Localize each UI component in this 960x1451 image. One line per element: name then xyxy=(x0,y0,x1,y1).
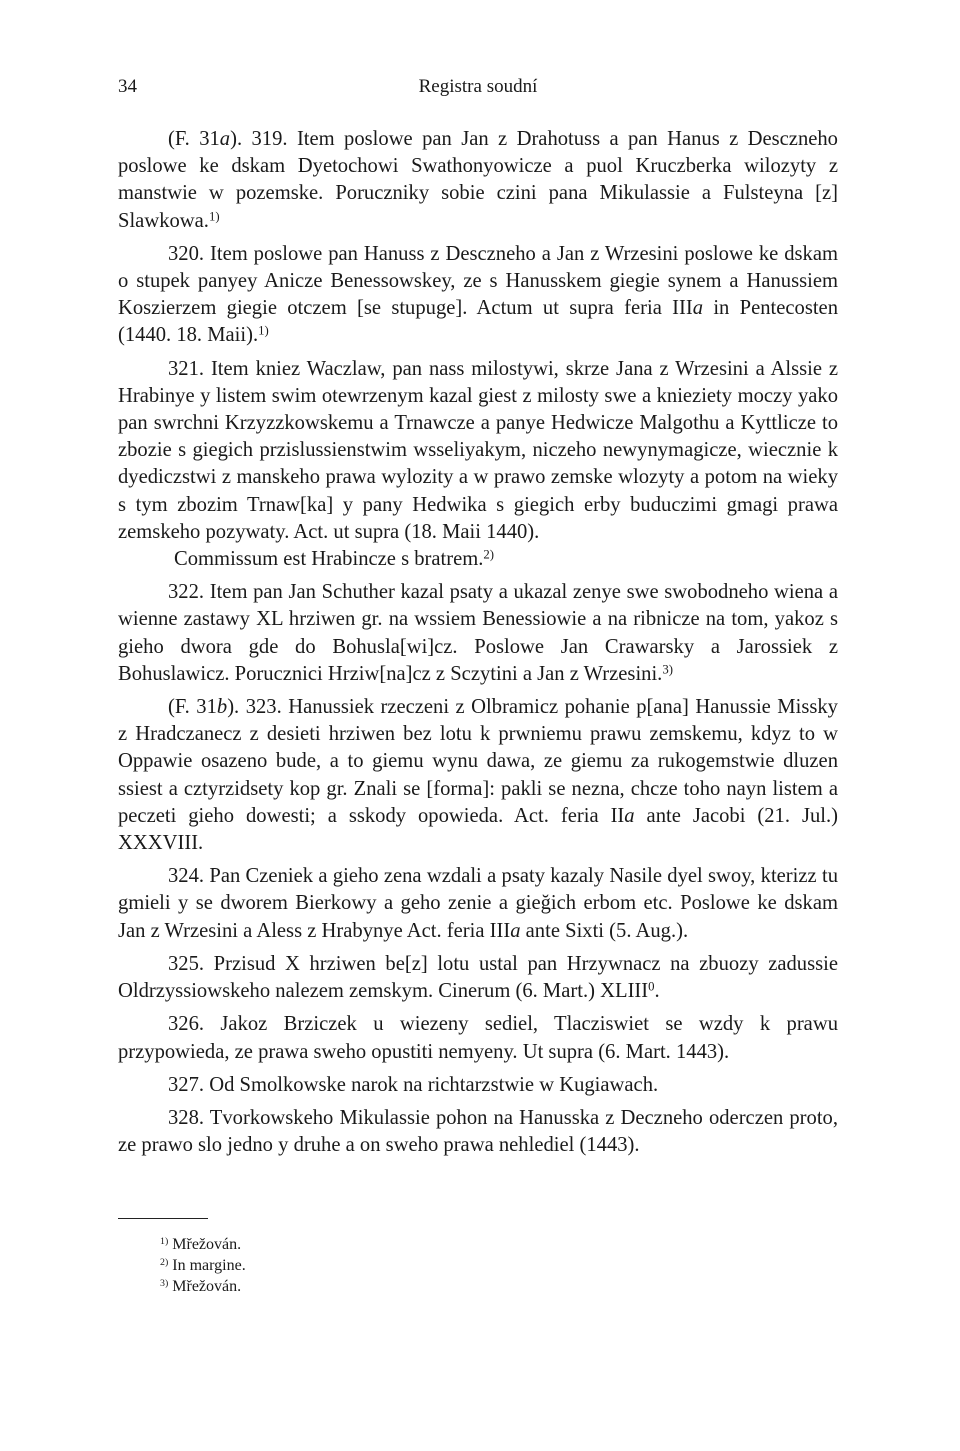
entry-text: Pan Czeniek a gieho zena wzdali a psaty kazaly Nasile dyel swoy, kterizz tu gmieli y se dworem Bierkowy a geho zenie a gieğich erbom etc. Poslowe ke dskam Jan z Wrzesini a Aless z Hrabynye Act. feria III xyxy=(118,865,838,942)
footnote-reference xyxy=(209,209,220,223)
footnote-mark: 1) xyxy=(208,209,220,224)
entry-italic: a xyxy=(692,297,704,320)
entry-paragraph xyxy=(118,863,838,945)
footnotes xyxy=(160,1234,246,1297)
footnote-number: 1) xyxy=(160,1236,169,1248)
entry-number: 326. xyxy=(168,1013,205,1036)
entry-number: 323. xyxy=(245,696,282,719)
footnote-mark: 1) xyxy=(258,324,269,339)
entry-italic: a xyxy=(510,919,521,942)
footnote-reference xyxy=(662,662,673,676)
entry-number: 328. xyxy=(168,1106,205,1129)
entry-superscript: 0 xyxy=(648,979,655,994)
document-body xyxy=(118,126,838,1165)
entry-italic: a xyxy=(624,804,635,827)
footnote-reference xyxy=(258,324,269,338)
entry-text: Jakoz Brziczek u wiezeny sediel, Tlacziswiet se wzdy k prawu przypowieda, ze prawa sweho opustiti nemyeny. Ut supra (6. Mart. 1443). xyxy=(118,1013,838,1063)
entry-text: Przisud X hrziwen be[z] lotu ustal pan Hrzywnacz na zbuozy zadussie Oldrzyssiowskeho nalezem zemskym. Cinerum (6. Mart.) XLIII xyxy=(118,952,838,1003)
folio-reference-end: ). xyxy=(230,128,243,150)
footnote xyxy=(160,1255,246,1276)
footnote-text: Mřežován. xyxy=(172,1278,242,1295)
entry-paragraph xyxy=(118,951,838,1005)
entry-text: Item pan Jan Schuther kazal psaty a ukazal zenye swe swobodneho wiena a wienne zastawy XL hrziwen gr. na wssiem Benessiowie a na ribnicze na tom, yakoz s gieho dwora gde do Bohusla[wi]cz. Poslowe Jan Crawarsky a Jarossiek z Bohuslawicz. Porucznici Hrziw[na]cz z Sczytini a Jan z Wrzesini. xyxy=(118,581,838,685)
entry-number: 325. xyxy=(168,952,205,975)
footnote xyxy=(160,1276,246,1297)
entry-text-end: in Pentecosten (1440. 18. Maii). xyxy=(118,297,838,347)
entry-text: Item poslowe pan Hanuss z Desczneho a Jan z Wrzesini poslowe ke dskam o stupek panyey Anicze Benessowskey, ze s Hanusskem giegie synem a Hanussiem Koszierzem giegie otczem [se stupuge]. Actum ut supra feria III xyxy=(118,242,839,320)
folio-side: b xyxy=(216,696,228,719)
folio-reference: (F. 31 xyxy=(168,696,217,719)
footnote xyxy=(160,1234,246,1255)
entry-paragraph xyxy=(118,1072,838,1099)
entry-number: 321. xyxy=(168,357,205,380)
entry-text-end: . xyxy=(654,980,660,1003)
folio-side: a xyxy=(219,128,231,150)
footnote-mark: 3) xyxy=(662,662,673,677)
entry-paragraph xyxy=(118,579,838,688)
entry-paragraph xyxy=(118,1011,838,1065)
folio-reference: (F. 31 xyxy=(168,128,220,150)
entry-text-end: ante Jacobi (21. Jul.) XXXVIII. xyxy=(118,804,838,855)
entry-text: Tvorkowskeho Mikulassie pohon na Hanusska z Deczneho oderczen proto, ze prawo slo jedno y druhe a on sweho prawa nehlediel (1443). xyxy=(118,1106,839,1157)
entry-text: Od Smolkowske narok na richtarzstwie w Kugiawach. xyxy=(209,1073,659,1096)
footnote-text: In margine. xyxy=(172,1257,246,1274)
entry-paragraph xyxy=(118,1105,838,1159)
footnote-reference xyxy=(483,548,494,562)
footnote-number: 3) xyxy=(160,1278,169,1290)
entry-paragraph xyxy=(118,546,838,573)
page-header xyxy=(118,76,838,102)
entry-paragraph xyxy=(118,694,838,857)
entry-paragraph xyxy=(118,356,838,546)
entry-number: 327. xyxy=(168,1073,205,1096)
entry-text-end: ante Sixti (5. Aug.). xyxy=(520,919,689,942)
footnote-number: 2) xyxy=(160,1257,169,1269)
footnote-rule xyxy=(118,1218,208,1219)
entry-text: Commissum est Hrabincze s bratrem. xyxy=(174,548,484,571)
entry-number: 320. xyxy=(168,242,205,265)
entry-text: Hanussiek rzeczeni z Olbramicz pohanie p[ana] Hanussie Missky z Hradczanecz z desieti hrziwen bez lotu k prwniemu prawu zemskemu, kdyz to w Oppawie osazeno bude, a to giemu wynu dawa, ze giemu za rukogemstwie dluzen ssiest a cztyrzidsety kop gr. Znali se [forma]: pakli se nezna, chcze toho nayn listem a peczeti gieho dowesti; a sskody opowieda. Act. feria II xyxy=(118,696,838,827)
footnote-mark: 2) xyxy=(483,547,495,562)
running-title: Registra soudní xyxy=(418,76,538,97)
entry-text: Item kniez Waczlaw, pan nass milostywi, skrze Jana z Wrzesini a Alssie z Hrabinye y listem swim otewrzenym kazal giest z milosty swe a knieziety moczy yako pan swrchni Krzyzzkowskemu a Trnawcze a panye Hedwicze Malgothu a Kyttlicze to zbozie s giegich przislussienstwim wsseliyakym, niczeho newynymagicze, wiecznie k dyediczstwi z manskeho prawa wylozity a w prawo zemske wlozyty a potom na wieky s tym zbozim Trnaw[ka] y pany Hedwika s giegich erby buduczimi gmagi prawa zemskeho pozywaty. Act. ut supra (18. Maii 1440). xyxy=(118,357,838,543)
entry-text: Item poslowe pan Jan z Drahotuss a pan Hanus z Desczneho poslowe ke dskam Dyetochowi Swathonyowicze a puol Kruczberka wilozyty z manstwie w pozemske. Porucznikу sobie czini pana Mikulassie a Fulsteyna [z] Slawkowa. xyxy=(118,128,838,232)
page-number: 34 xyxy=(118,76,137,97)
footnote-text: Mřežován. xyxy=(172,1236,242,1253)
entry-number: 322. xyxy=(168,581,205,604)
entry-paragraph xyxy=(118,126,838,235)
entry-number: 324. xyxy=(168,865,205,888)
entry-number: 319. xyxy=(251,128,288,150)
entry-paragraph xyxy=(118,241,838,350)
folio-reference-end: ). xyxy=(227,696,240,719)
